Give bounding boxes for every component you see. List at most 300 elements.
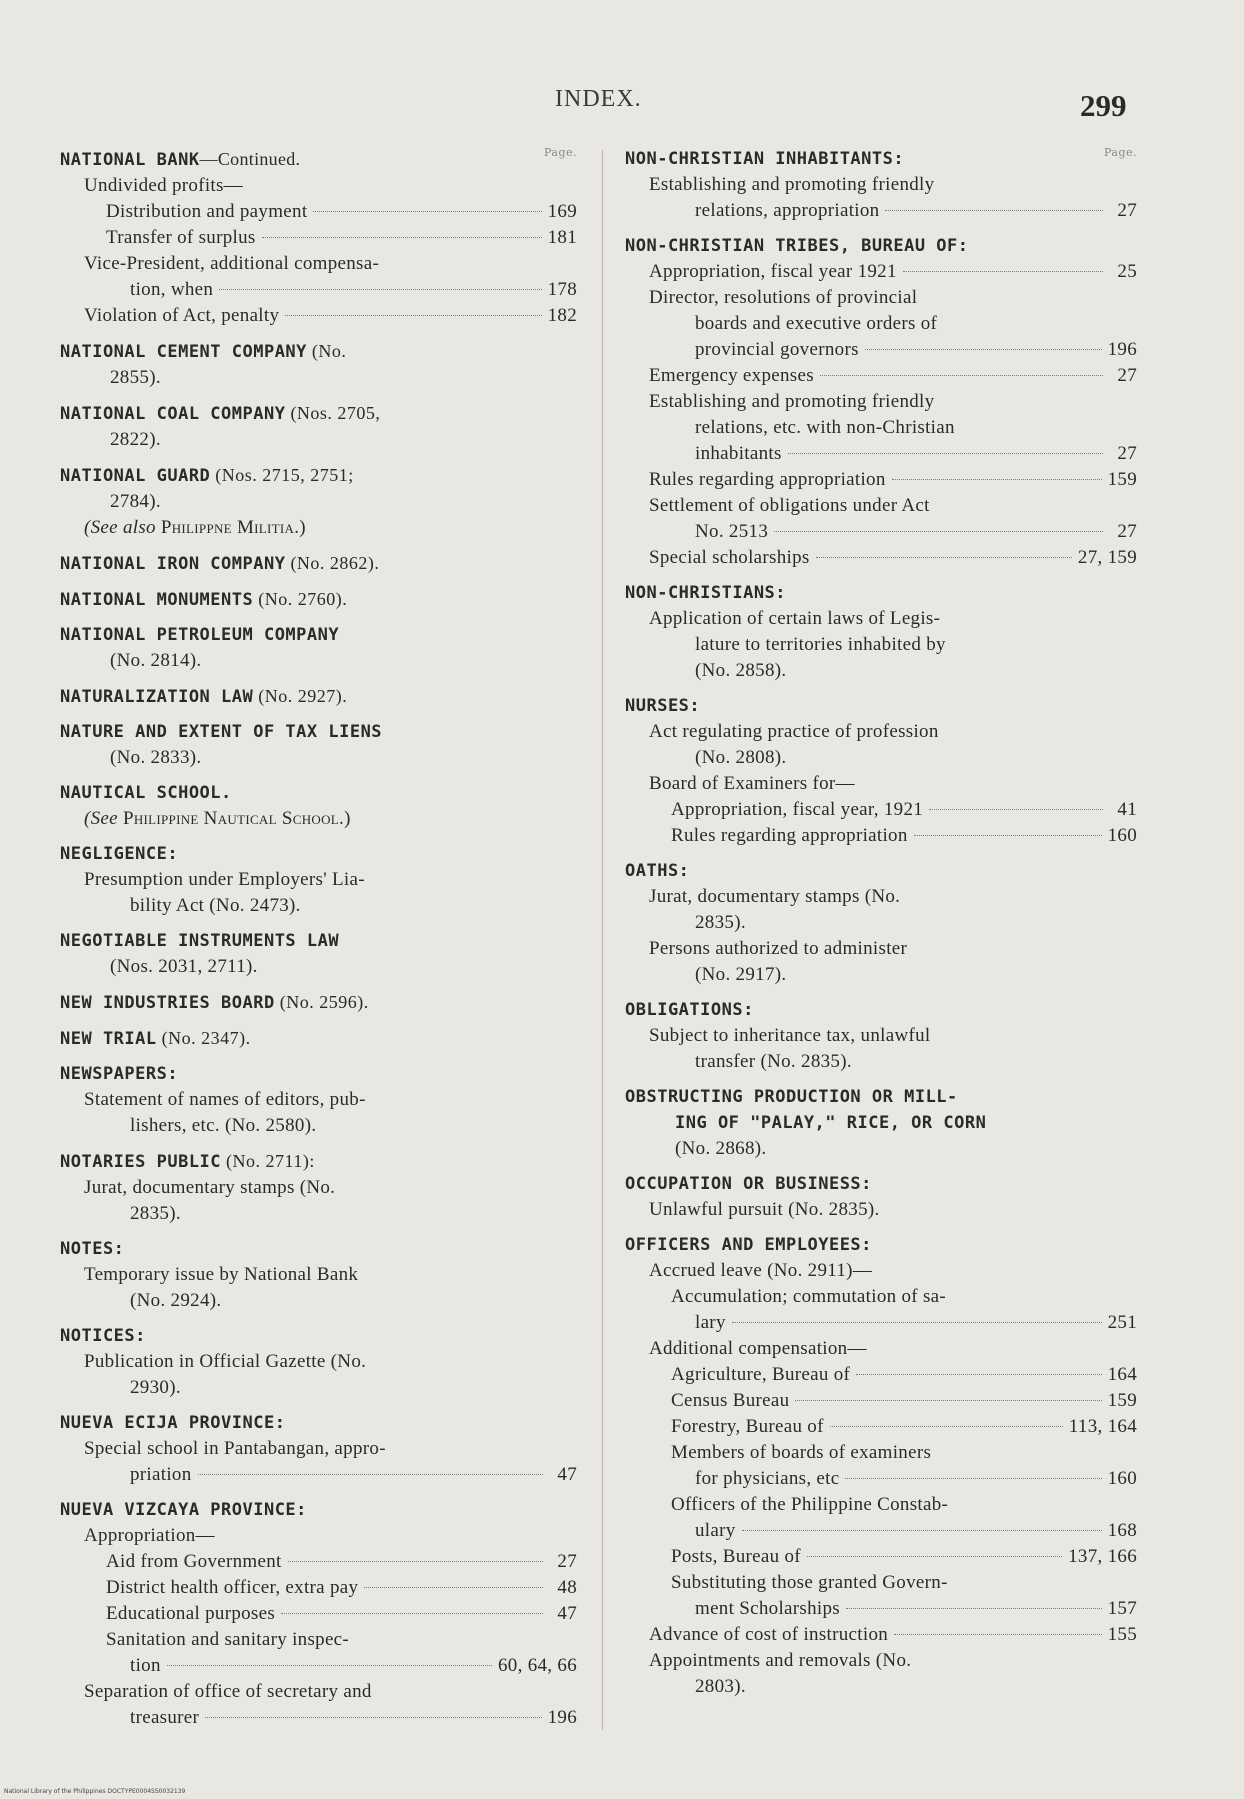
subentry (625, 1284, 1137, 1310)
subentry (625, 519, 1137, 545)
index-entry (625, 233, 1137, 571)
subentry (625, 884, 1137, 910)
leader-dots (929, 809, 1103, 810)
subentry (625, 1197, 1137, 1223)
entry-heading (625, 580, 1137, 606)
heading-text: OATHS: (625, 861, 690, 881)
leader-dots (830, 1426, 1063, 1427)
heading-text: NUEVA VIZCAYA PROVINCE: (60, 1500, 307, 1520)
left-column (60, 146, 577, 1740)
see-reference (60, 806, 577, 832)
subentry-text: ment Scholarships (695, 1598, 840, 1619)
act-reference: (No. 2814). (110, 650, 202, 671)
leader-dots (820, 375, 1103, 376)
page-reference: 251 (1107, 1312, 1137, 1333)
subentry (625, 363, 1137, 389)
subentry (60, 173, 577, 199)
leader-dots (845, 1478, 1101, 1479)
heading-continued: —Continued. (199, 149, 301, 169)
heading-text: NATIONAL MONUMENTS (60, 590, 254, 610)
leader-dots (742, 1530, 1102, 1531)
act-reference: (No. (306, 341, 347, 361)
leader-dots (205, 1717, 541, 1718)
heading-text: NOTES: (60, 1239, 125, 1259)
subentry-text: transfer (No. 2835). (695, 1051, 852, 1072)
entry-heading-continued (625, 1110, 1137, 1136)
see-target: Philippne Militia.) (160, 517, 306, 538)
index-entry (60, 462, 577, 541)
subentry (60, 1523, 577, 1549)
see-prefix: (See (84, 808, 123, 829)
leader-dots (903, 271, 1103, 272)
page-reference: 47 (557, 1464, 577, 1485)
leader-dots (167, 1665, 492, 1666)
leader-dots (865, 349, 1102, 350)
page-reference: 27, 159 (1077, 547, 1137, 568)
subentry (625, 606, 1137, 632)
index-entry (625, 858, 1137, 988)
subentry-text: Posts, Bureau of (671, 1546, 801, 1567)
index-entry (60, 780, 577, 832)
subentry-text: Persons authorized to administer (649, 938, 908, 959)
subentry-text: Appropriation— (84, 1525, 215, 1546)
subentry-text: Accumulation; commutation of sa- (671, 1286, 947, 1307)
index-entry (60, 989, 577, 1016)
page-reference: 25 (1117, 261, 1137, 282)
page-reference: 178 (547, 279, 577, 300)
subentry (625, 797, 1137, 823)
subentry-text: Transfer of surplus (106, 227, 256, 248)
subentry (625, 1466, 1137, 1492)
subentry (60, 1262, 577, 1288)
heading-text: NUEVA ECIJA PROVINCE: (60, 1413, 286, 1433)
subentry (625, 1258, 1137, 1284)
entry-heading (60, 586, 577, 613)
index-entry (60, 1148, 577, 1227)
subentry (60, 225, 577, 251)
subentry-text: relations, appropriation (695, 200, 880, 221)
heading-text: NATURE AND EXTENT OF TAX LIENS (60, 722, 383, 742)
heading-text: NON-CHRISTIANS: (625, 583, 787, 603)
index-entry (60, 622, 577, 674)
leader-dots (914, 835, 1102, 836)
entry-heading (60, 1025, 577, 1052)
see-prefix: (See also (84, 517, 161, 538)
heading-text: NEGLIGENCE: (60, 844, 179, 864)
subentry-text: Establishing and promoting friendly (649, 391, 935, 412)
entry-heading (60, 550, 577, 577)
page-reference: 137, 166 (1068, 1546, 1137, 1567)
index-entry (60, 719, 577, 771)
subentry-text: Vice-President, additional compensa- (84, 253, 380, 274)
index-entry (60, 1061, 577, 1139)
entry-heading (625, 1232, 1137, 1258)
subentry-text: Publication in Official Gazette (No. (84, 1351, 367, 1372)
scan-footer: National Library of the Philippines DOCTYPE0004SS0032139 (4, 1788, 186, 1795)
subentry-text: Separation of office of secretary and (84, 1681, 372, 1702)
entry-heading (625, 693, 1137, 719)
page-reference: 196 (1107, 339, 1137, 360)
subentry-text: Act regulating practice of profession (649, 721, 939, 742)
entry-heading (625, 1084, 1137, 1110)
subentry-text: lary (695, 1312, 726, 1333)
leader-dots (807, 1556, 1062, 1557)
subentry-text: Members of boards of examiners (671, 1442, 932, 1463)
act-reference: (Nos. 2031, 2711). (110, 956, 258, 977)
leader-dots (281, 1613, 543, 1614)
page-column-label: Page. (543, 146, 577, 159)
subentry-text: Accrued leave (No. 2911)— (649, 1260, 873, 1281)
column-divider (602, 150, 603, 1730)
subentry-text: Advance of cost of instruction (649, 1624, 889, 1645)
page-reference: 27 (1117, 443, 1137, 464)
see-reference (60, 515, 577, 541)
subentry (625, 198, 1137, 224)
subentry-text: Distribution and payment (106, 201, 308, 222)
leader-dots (846, 1608, 1102, 1609)
page-reference: 60, 64, 66 (498, 1655, 577, 1676)
page-reference: 27 (1117, 200, 1137, 221)
subentry-text: Presumption under Employers' Lia- (84, 869, 365, 890)
subentry-text: Sanitation and sanitary inspec- (106, 1629, 350, 1650)
entry-heading (60, 622, 577, 648)
leader-dots (774, 531, 1103, 532)
index-entry (60, 1323, 577, 1401)
subentry (625, 337, 1137, 363)
act-reference: 2784). (110, 491, 161, 512)
index-entry (60, 146, 577, 329)
leader-dots (198, 1474, 544, 1475)
subentry (60, 1549, 577, 1575)
subentry-text: boards and executive orders of (695, 313, 938, 334)
subentry-text: Special scholarships (649, 547, 810, 568)
leader-dots (288, 1561, 543, 1562)
heading-text: NATIONAL COAL COMPANY (60, 404, 286, 424)
subentry (60, 1705, 577, 1731)
subentry-text: Violation of Act, penalty (84, 305, 280, 326)
heading-text: NATIONAL BANK (60, 150, 200, 170)
page-reference: 168 (1107, 1520, 1137, 1541)
heading-text: NEW TRIAL (60, 1029, 157, 1049)
page-reference: 113, 164 (1068, 1416, 1137, 1437)
subentry (60, 1288, 577, 1314)
subentry-text: (No. 2924). (130, 1290, 222, 1311)
page-reference: 196 (547, 1707, 577, 1728)
act-reference: (No. 2596). (274, 992, 369, 1012)
subentry (625, 441, 1137, 467)
act-reference: (No. 2927). (253, 686, 348, 706)
subentry (60, 1087, 577, 1113)
subentry-text: No. 2513 (695, 521, 769, 542)
heading-text: NATIONAL PETROLEUM COMPANY (60, 625, 340, 645)
subentry (60, 893, 577, 919)
subentry (625, 467, 1137, 493)
subentry (625, 285, 1137, 311)
subentry-text: bility Act (No. 2473). (130, 895, 301, 916)
subentry-text: tion (130, 1655, 161, 1676)
entry-heading (60, 928, 577, 954)
subentry (625, 936, 1137, 962)
entry-heading (625, 233, 1137, 259)
entry-heading (60, 989, 577, 1016)
index-entry (60, 1410, 577, 1488)
heading-text: NAUTICAL SCHOOL. (60, 783, 232, 803)
index-entry (625, 693, 1137, 849)
entry-heading (625, 997, 1137, 1023)
subentry (625, 719, 1137, 745)
subentry-text: for physicians, etc (695, 1468, 840, 1489)
leader-dots (816, 557, 1072, 558)
heading-text: OBSTRUCTING PRODUCTION OR MILL- (625, 1087, 958, 1107)
subentry (625, 1674, 1137, 1700)
page-reference: 41 (1117, 799, 1137, 820)
subentry (625, 1440, 1137, 1466)
entry-heading (60, 1497, 577, 1523)
index-entry (60, 683, 577, 710)
index-entry (60, 841, 577, 919)
heading-text: NEW INDUSTRIES BOARD (60, 993, 275, 1013)
heading-text: NOTARIES PUBLIC (60, 1152, 222, 1172)
index-entry (60, 1025, 577, 1052)
index-entry (625, 146, 1137, 224)
subentry (625, 910, 1137, 936)
leader-dots (262, 237, 542, 238)
subentry-text: inhabitants (695, 443, 782, 464)
subentry (60, 1575, 577, 1601)
subentry-text: provincial governors (695, 339, 859, 360)
subentry-text: Subject to inheritance tax, unlawful (649, 1025, 931, 1046)
act-reference: (No. 2711): (221, 1151, 315, 1171)
subentry-text: Agriculture, Bureau of (671, 1364, 851, 1385)
heading-text: NEWSPAPERS: (60, 1064, 179, 1084)
act-reference: (No. 2833). (110, 747, 202, 768)
leader-dots (732, 1322, 1102, 1323)
entry-heading (60, 1410, 577, 1436)
leader-dots (856, 1374, 1101, 1375)
subentry-text: Director, resolutions of provincial (649, 287, 918, 308)
entry-heading (60, 1236, 577, 1262)
subentry (625, 1570, 1137, 1596)
page-reference: 159 (1107, 1390, 1137, 1411)
subentry-text: Forestry, Bureau of (671, 1416, 824, 1437)
subentry (60, 1627, 577, 1653)
subentry-text: Statement of names of editors, pub- (84, 1089, 366, 1110)
index-entry (60, 338, 577, 391)
heading-text: NATURALIZATION LAW (60, 687, 254, 707)
subentry-text: lature to territories inhabited by (695, 634, 946, 655)
left-entries (60, 146, 577, 1731)
subentry (60, 1349, 577, 1375)
subentry-text: Aid from Government (106, 1551, 282, 1572)
page-reference: 182 (547, 305, 577, 326)
subentry (60, 1113, 577, 1139)
entry-heading (625, 1171, 1137, 1197)
subentry (625, 259, 1137, 285)
subentry-text: Special school in Pantabangan, appro- (84, 1438, 386, 1459)
running-title: INDEX. (555, 86, 642, 112)
subentry (60, 1201, 577, 1227)
page-reference: 27 (1117, 365, 1137, 386)
subentry (60, 199, 577, 225)
subentry (625, 1596, 1137, 1622)
entry-heading (60, 400, 577, 427)
act-reference: (Nos. 2715, 2751; (210, 465, 354, 485)
subentry (625, 493, 1137, 519)
page-reference: 157 (1107, 1598, 1137, 1619)
page-number: 299 (1080, 88, 1127, 123)
subentry-text: Application of certain laws of Legis- (649, 608, 941, 629)
subentry (625, 823, 1137, 849)
subentry-text: treasurer (130, 1707, 200, 1728)
heading-text: NON-CHRISTIAN TRIBES, BUREAU OF: (625, 236, 969, 256)
heading-text: NATIONAL GUARD (60, 466, 211, 486)
subentry (60, 1653, 577, 1679)
subentry-text: Appropriation, fiscal year, 1921 (671, 799, 924, 820)
page-reference: 48 (557, 1577, 577, 1598)
subentry (625, 632, 1137, 658)
entry-heading (60, 841, 577, 867)
subentry-text: Unlawful pursuit (No. 2835). (649, 1199, 880, 1220)
index-entry (625, 580, 1137, 684)
subentry (625, 545, 1137, 571)
subentry (625, 1518, 1137, 1544)
see-target: Philippine Nautical School.) (122, 808, 351, 829)
page-reference: 181 (547, 227, 577, 248)
act-reference: (No. 2862). (285, 553, 380, 573)
leader-dots (892, 479, 1102, 480)
subentry (60, 303, 577, 329)
subentry-text: Additional compensation— (649, 1338, 867, 1359)
subentry-text: Jurat, documentary stamps (No. (84, 1177, 336, 1198)
index-entry (60, 1497, 577, 1731)
subentry (625, 1492, 1137, 1518)
act-reference: (No. 2760). (253, 589, 348, 609)
leader-dots (894, 1634, 1102, 1635)
subentry (625, 1336, 1137, 1362)
page-reference: 27 (557, 1551, 577, 1572)
page-column-label: Page. (1103, 146, 1137, 159)
subentry-text: priation (130, 1464, 192, 1485)
subentry-text: Undivided profits— (84, 175, 243, 196)
subentry (625, 962, 1137, 988)
subentry (60, 1601, 577, 1627)
right-column (625, 146, 1137, 1709)
subentry (625, 1414, 1137, 1440)
index-entry (60, 400, 577, 453)
subentry-text: Appointments and removals (No. (649, 1650, 912, 1671)
entry-heading (625, 858, 1137, 884)
entry-heading (60, 146, 577, 173)
leader-dots (788, 453, 1103, 454)
entry-heading (60, 462, 577, 489)
page-reference: 169 (547, 201, 577, 222)
subentry (625, 1622, 1137, 1648)
subentry (60, 1679, 577, 1705)
subentry-text: Appropriation, fiscal year 1921 (649, 261, 897, 282)
subentry-text: Rules regarding appropriation (649, 469, 886, 490)
page-reference: 27 (1117, 521, 1137, 542)
heading-text: OBLIGATIONS: (625, 1000, 754, 1020)
subentry (625, 311, 1137, 337)
subentry-text: relations, etc. with non-Christian (695, 417, 955, 438)
heading-text: NON-CHRISTIAN INHABITANTS: (625, 149, 905, 169)
entry-heading (60, 1061, 577, 1087)
subentry-text: 2835). (695, 912, 746, 933)
act-reference: (No. 2347). (156, 1028, 251, 1048)
subentry-text: (No. 2917). (695, 964, 787, 985)
heading-text: OCCUPATION OR BUSINESS: (625, 1174, 872, 1194)
subentry (625, 1023, 1137, 1049)
heading-text: NOTICES: (60, 1326, 146, 1346)
index-entry (60, 586, 577, 613)
entry-heading (60, 338, 577, 365)
subentry-text: Educational purposes (106, 1603, 276, 1624)
subentry (625, 415, 1137, 441)
page-reference: 47 (557, 1603, 577, 1624)
subentry-text: 2803). (695, 1676, 746, 1697)
index-entry (60, 1236, 577, 1314)
act-reference: (No. 2868). (675, 1138, 767, 1159)
entry-heading (60, 780, 577, 806)
subentry-text: lishers, etc. (No. 2580). (130, 1115, 317, 1136)
leader-dots (885, 210, 1103, 211)
subentry (60, 1462, 577, 1488)
page-reference: 160 (1107, 1468, 1137, 1489)
subentry-text: Temporary issue by National Bank (84, 1264, 359, 1285)
subentry-text: 2930). (130, 1377, 181, 1398)
leader-dots (364, 1587, 543, 1588)
subentry-text: District health officer, extra pay (106, 1577, 359, 1598)
leader-dots (313, 211, 541, 212)
page-reference: 155 (1107, 1624, 1137, 1645)
index-entry (625, 997, 1137, 1075)
index-entry (625, 1084, 1137, 1162)
subentry-text: Substituting those granted Govern- (671, 1572, 948, 1593)
entry-heading (625, 146, 1137, 172)
index-entry (625, 1171, 1137, 1223)
leader-dots (285, 315, 541, 316)
index-entry (60, 928, 577, 980)
page-reference: 160 (1107, 825, 1137, 846)
page-reference: 159 (1107, 469, 1137, 490)
subentry (625, 1648, 1137, 1674)
subentry (60, 251, 577, 277)
index-entry (625, 1232, 1137, 1700)
subentry (60, 1436, 577, 1462)
subentry-text: Board of Examiners for— (649, 773, 855, 794)
subentry (625, 1388, 1137, 1414)
leader-dots (219, 289, 541, 290)
entry-heading (60, 719, 577, 745)
subentry (625, 1362, 1137, 1388)
subentry (625, 172, 1137, 198)
page-reference: 164 (1107, 1364, 1137, 1385)
subentry-text: Census Bureau (671, 1390, 790, 1411)
subentry (625, 389, 1137, 415)
subentry-text: (No. 2858). (695, 660, 787, 681)
subentry (625, 771, 1137, 797)
subentry (625, 1544, 1137, 1570)
subentry-text: tion, when (130, 279, 214, 300)
subentry-text: Jurat, documentary stamps (No. (649, 886, 901, 907)
subentry-text: Officers of the Philippine Constab- (671, 1494, 949, 1515)
entry-heading (60, 1148, 577, 1175)
right-entries (625, 146, 1137, 1700)
subentry (60, 1175, 577, 1201)
leader-dots (795, 1400, 1101, 1401)
heading-text: NEGOTIABLE INSTRUMENTS LAW (60, 931, 340, 951)
subentry-text: 2835). (130, 1203, 181, 1224)
